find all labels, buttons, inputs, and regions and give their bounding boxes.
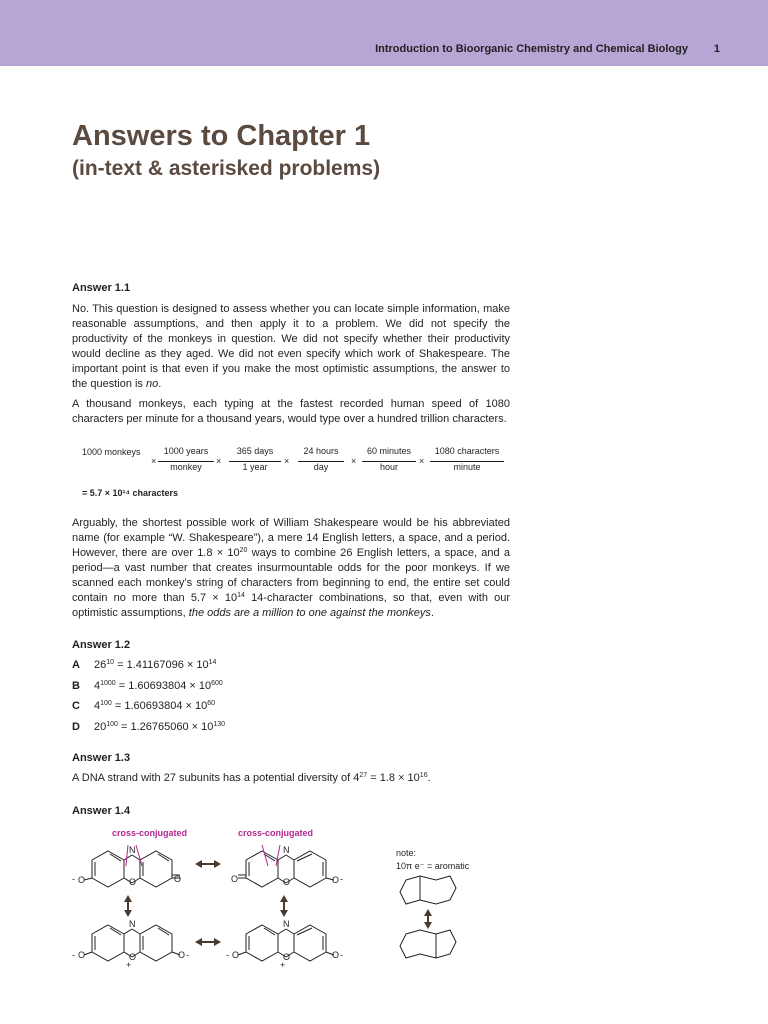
charge-neg: - [340, 874, 343, 884]
calc-result: = 5.7 × 10¹⁴ characters [82, 488, 179, 498]
chapter-subtitle: (in-text & asterisked problems) [72, 157, 381, 180]
answer-1-2-heading: Answer 1.2 [72, 639, 131, 651]
running-header-title: Introduction to Bioorganic Chemistry and Chemical Biology [375, 43, 688, 55]
answer-1-2-row: A $26^{10} = 1.41167096 \times 10^{14}$ [72, 659, 217, 671]
charge-neg: - [340, 950, 343, 960]
answer-1-3-heading: Answer 1.3 [72, 752, 131, 764]
unit-calculation [0, 446, 768, 476]
answer-1-3-text: A DNA strand with 27 subunits has a potential diversity of $4^{27} = 1.8 \times 10^{16}$. [72, 772, 431, 784]
answer-1-2-row: C $4^{100} = 1.60693804 \times 10^{60}$ [72, 700, 216, 712]
note-label: note: [396, 848, 417, 858]
charge-neg: - [186, 950, 189, 960]
answer-1-1-paragraph-3: Arguably, the shortest possible work of William Shakespeare would be his abbreviated name (for example “W. Shakespeare”), a mere 14 English letters, a space, and a period. However, there are over $1.8 \times 10^{20}$ ways to combine 26 English letters, a space, and a period—a vast number that creates insurmountable odds for the poor monkeys. If we scanned each monkey’s string of characters from beginning to end, the entire set could contain no more than $5.7 \times 10^{14}$ 14-character combinations, so that, even with our optimistic assumptions, the odds are a million to one against the monkeys. [72, 517, 510, 619]
charge-pos: + [126, 960, 132, 970]
atom-o: O [231, 874, 239, 884]
calc-fraction-num: 1000 years [163, 446, 209, 456]
resonance-structures-figure [0, 820, 768, 1024]
atom-o: O [78, 875, 86, 885]
header-band [0, 0, 768, 66]
note-aromatic: 10π e⁻ = aromatic [396, 861, 470, 871]
charge-neg: - [72, 874, 75, 884]
atom-o: O [78, 950, 86, 960]
cross-conjugated-label-left: cross-conjugated [112, 828, 188, 838]
answer-1-1-heading: Answer 1.1 [72, 282, 131, 294]
calc-fraction-den: monkey [170, 462, 202, 472]
calc-fraction-den: 1 year [242, 462, 268, 472]
calc-times: × [216, 456, 222, 466]
calc-fraction-den: day [313, 462, 329, 472]
calc-fraction-num: 24 hours [303, 446, 339, 456]
charge-pos: + [280, 960, 286, 970]
cross-conjugated-label-right: cross-conjugated [238, 828, 314, 838]
atom-o: O [283, 952, 291, 962]
atom-n: N [283, 845, 290, 855]
answer-1-1-paragraph-1: No. This question is designed to assess whether you can locate simple information, make reasonable assumptions, and then apply it to a problem. We did not specify the productivity of the monkeys in question. We did not specify whether their productivity would decline as they aged. We did not even specify which work of Shakespeare. The important point is that even if you make the most optimistic assumptions, the answer to the question is no. [72, 303, 510, 390]
answer-1-4-heading: Answer 1.4 [72, 805, 131, 817]
atom-o: O [129, 877, 137, 887]
chapter-title: Answers to Chapter 1 [72, 120, 371, 152]
atom-o: O [332, 875, 340, 885]
calc-fraction-num: 60 minutes [366, 446, 412, 456]
annulene-bottom [400, 930, 456, 958]
calc-times: × [419, 456, 425, 466]
calc-fraction-den: minute [453, 462, 481, 472]
calc-fraction-num: 1080 characters [434, 446, 500, 456]
calc-fraction-den: hour [379, 462, 398, 472]
page-number: 1 [713, 43, 720, 55]
answer-1-1-paragraph-2: A thousand monkeys, each typing at the fastest recorded human speed of 1080 characters per minute for a thousand years, would type over a hundred trillion characters. [72, 398, 510, 425]
atom-o: O [283, 877, 291, 887]
calc-times: × [351, 456, 357, 466]
calc-start: 1000 monkeys [82, 447, 141, 457]
atom-o: O [332, 950, 340, 960]
answer-1-2-row: D $20^{100} = 1.26765060 \times 10^{130}$ [72, 721, 226, 733]
atom-n: N [129, 919, 136, 929]
calc-times: × [284, 456, 290, 466]
charge-neg: - [72, 950, 75, 960]
atom-o: O [232, 950, 240, 960]
atom-n: N [129, 845, 136, 855]
charge-neg: - [226, 950, 229, 960]
answer-1-2-row: B $4^{1000} = 1.60693804 \times 10^{600}$ [72, 680, 223, 692]
atom-o: O [129, 952, 137, 962]
atom-o: O [174, 874, 182, 884]
calc-fraction-num: 365 days [236, 446, 274, 456]
annulene-top [400, 876, 456, 904]
atom-n: N [283, 919, 290, 929]
calc-times: × [151, 456, 157, 466]
atom-o: O [178, 950, 186, 960]
